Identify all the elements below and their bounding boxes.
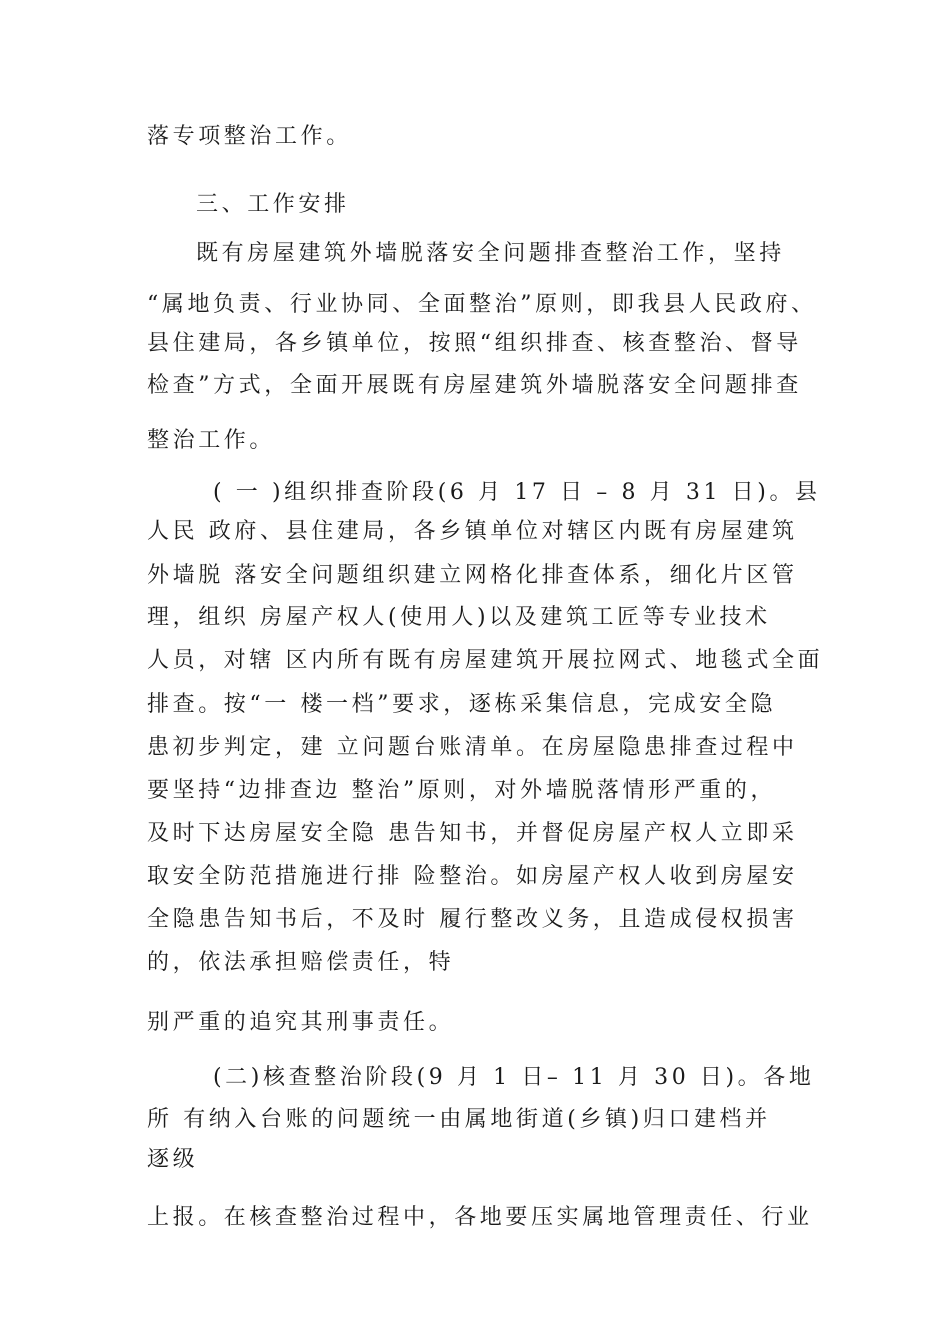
paragraph-line: 检查”方式，全面开展既有房屋建筑外墙脱落安全问题排查 <box>147 373 802 398</box>
paragraph-line: 上报。在核查整治过程中，各地要压实属地管理责任、行业 <box>147 1205 813 1230</box>
paragraph-line: 人民 政府、县住建局，各乡镇单位对辖区内既有房屋建筑 <box>147 519 798 544</box>
paragraph-line: 患初步判定，建 立问题台账清单。在房屋隐患排查过程中 <box>147 735 798 760</box>
paragraph-line: 人员，对辖 区内所有既有房屋建筑开展拉网式、地毯式全面 <box>147 648 824 673</box>
paragraph-line: 逐级 <box>147 1147 199 1172</box>
paragraph-line: 县住建局，各乡镇单位，按照“组织排查、核查整治、督导 <box>147 331 802 356</box>
subsection-heading-line: (二)核查整治阶段(9 月 1 日– 11 月 30 日)。各地 <box>213 1065 815 1090</box>
subsection-heading-line: ( 一 )组织排查阶段(6 月 17 日 – 8 月 31 日)。县 <box>213 480 821 505</box>
paragraph-line: 排查。按“一 楼一档”要求，逐栋采集信息，完成安全隐 <box>147 692 777 717</box>
paragraph-line: “属地负责、行业协同、全面整治”原则，即我县人民政府、 <box>147 292 817 317</box>
paragraph-line: 及时下达房屋安全隐 患告知书，并督促房屋产权人立即采 <box>147 821 798 846</box>
paragraph-line: 理，组织 房屋产权人(使用人)以及建筑工匠等专业技术 <box>147 605 771 630</box>
paragraph-line: 全隐患告知书后，不及时 履行整改义务，且造成侵权损害 <box>147 907 798 932</box>
paragraph-line: 的，依法承担赔偿责任，特 <box>147 950 455 975</box>
paragraph-line: 整治工作。 <box>147 428 276 453</box>
paragraph-line: 要坚持“边排查边 整治”原则，对外墙脱落情形严重的， <box>147 778 777 803</box>
paragraph-line: 落专项整治工作。 <box>147 124 352 149</box>
section-heading: 三、工作安排 <box>196 192 350 217</box>
paragraph-line: 既有房屋建筑外墙脱落安全问题排查整治工作，坚持 <box>196 241 785 266</box>
paragraph-line: 别严重的追究其刑事责任。 <box>147 1010 455 1035</box>
paragraph-line: 外墙脱 落安全问题组织建立网格化排查体系，细化片区管 <box>147 563 798 588</box>
paragraph-line: 取安全防范措施进行排 险整治。如房屋产权人收到房屋安 <box>147 864 798 889</box>
paragraph-line: 所 有纳入台账的问题统一由属地街道(乡镇)归口建档并 <box>147 1107 771 1132</box>
